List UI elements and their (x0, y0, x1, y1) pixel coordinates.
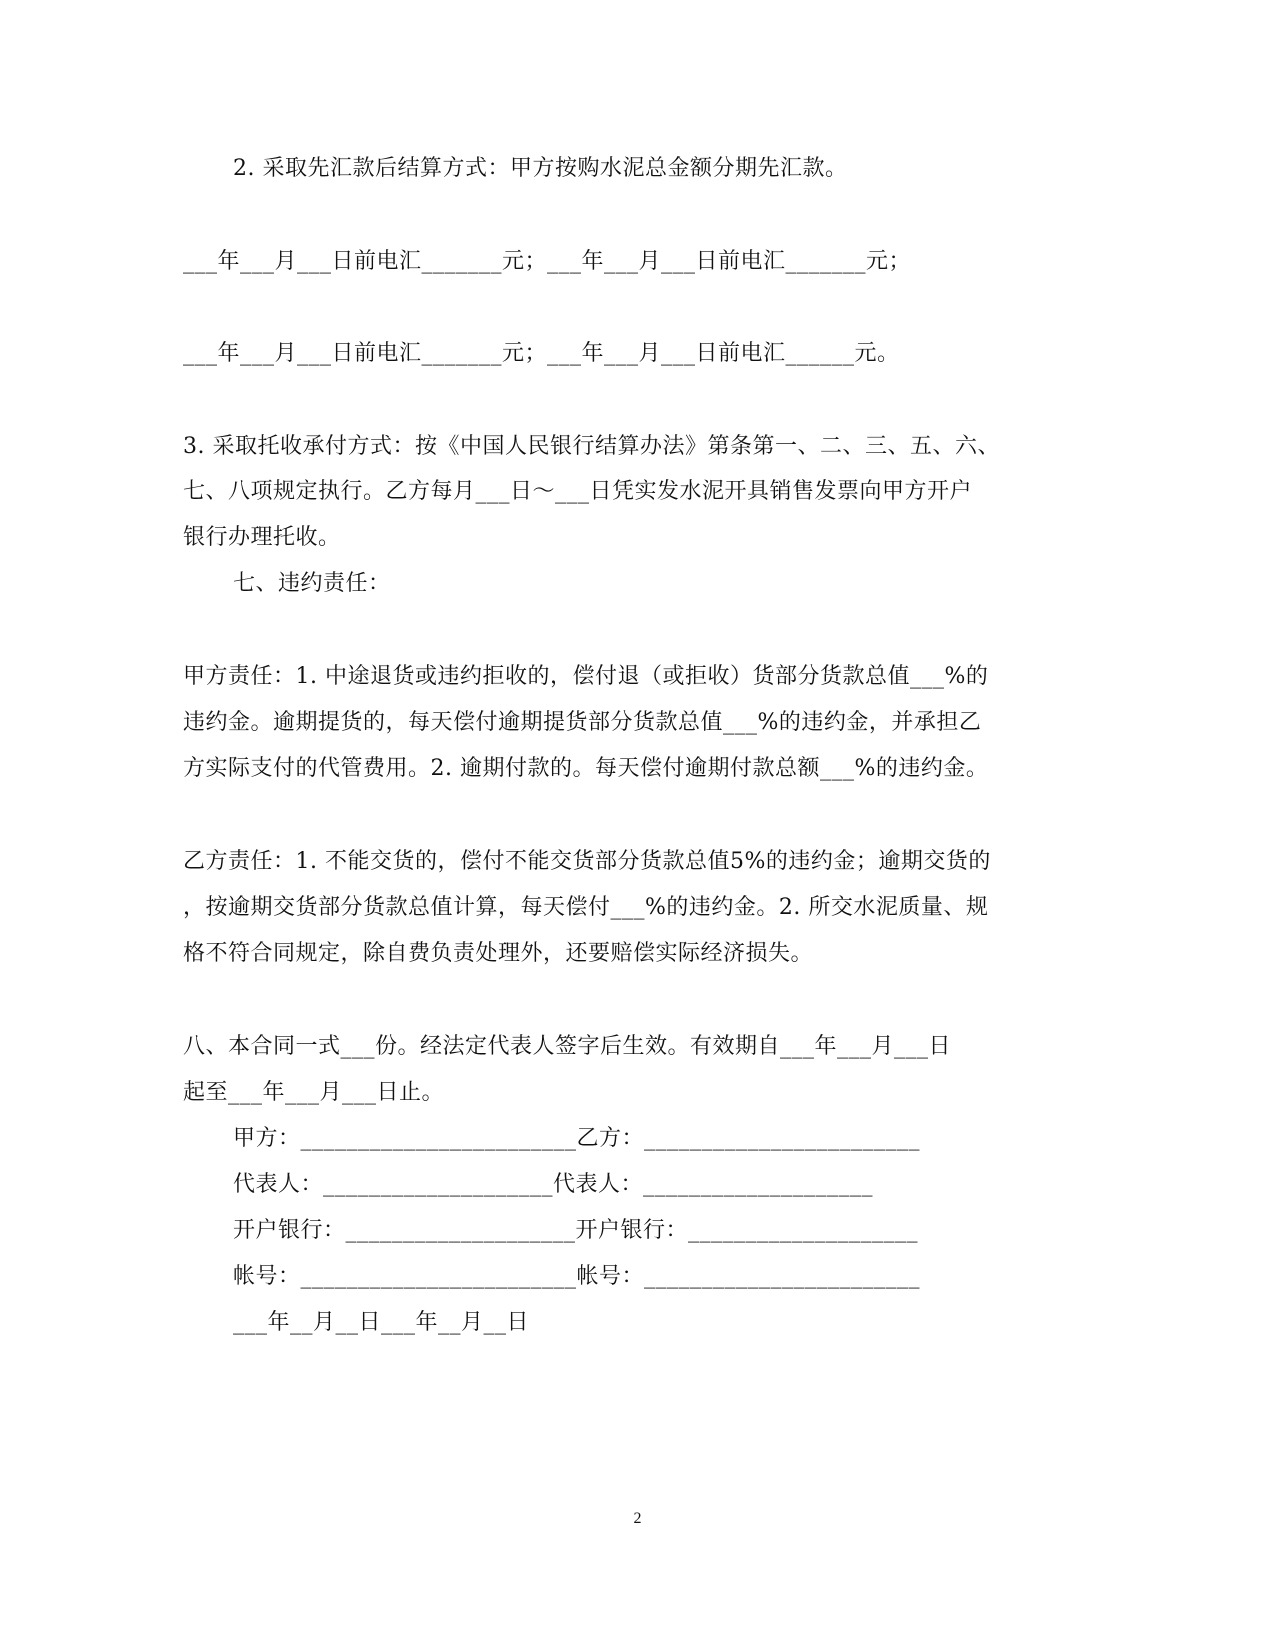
party-b-liability-line-3: 格不符合同规定，除自费负责处理外，还要赔偿实际经济损失。 (183, 941, 814, 966)
signature-date-row: ___年__月__日___年__月__日 (233, 1310, 530, 1335)
section-heading-liability: 七、违约责任： (233, 571, 391, 596)
party-b-liability-line-1: 乙方责任：1. 不能交货的，偿付不能交货部分货款总值5%的违约金；逾期交货的 (183, 849, 991, 874)
signature-representative-row: 代表人：____________________代表人：____________________ (233, 1172, 874, 1197)
remittance-schedule-line-1: ___年___月___日前电汇_______元；___年___月___日前电汇_______元； (183, 249, 912, 274)
signature-party-row: 甲方：________________________乙方：________________________ (233, 1126, 921, 1151)
party-a-liability-line-2: 违约金。逾期提货的，每天偿付逾期提货部分货款总值___%的违约金，并承担乙 (183, 710, 982, 735)
contract-copies-line-2: 起至___年___月___日止。 (183, 1080, 445, 1105)
party-a-liability-line-3: 方实际支付的代管费用。2. 逾期付款的。每天偿付逾期付款总额___%的违约金。 (183, 756, 989, 781)
payment-method-3-line-2: 七、八项规定执行。乙方每月___日～___日凭实发水泥开具销售发票向甲方开户 (183, 479, 973, 504)
payment-method-3-line-3: 银行办理托收。 (183, 525, 341, 550)
page-number: 2 (633, 1510, 642, 1527)
payment-method-3-line-1: 3. 采取托收承付方式：按《中国人民银行结算办法》第条第一、二、三、五、六、 (183, 434, 1000, 459)
party-b-liability-line-2: ，按逾期交货部分货款总值计算，每天偿付___%的违约金。2. 所交水泥质量、规 (183, 895, 989, 920)
party-a-liability-line-1: 甲方责任：1. 中途退货或违约拒收的，偿付退（或拒收）货部分货款总值___%的 (183, 664, 989, 689)
signature-bank-row: 开户银行：____________________开户银行：____________________ (233, 1218, 919, 1243)
payment-method-2: 2. 采取先汇款后结算方式：甲方按购水泥总金额分期先汇款。 (233, 156, 848, 181)
remittance-schedule-line-2: ___年___月___日前电汇_______元；___年___月___日前电汇______元。 (183, 341, 900, 366)
signature-account-row: 帐号：________________________帐号：________________________ (233, 1264, 921, 1289)
contract-copies-line-1: 八、本合同一式___份。经法定代表人签字后生效。有效期自___年___月___日 (183, 1034, 952, 1059)
